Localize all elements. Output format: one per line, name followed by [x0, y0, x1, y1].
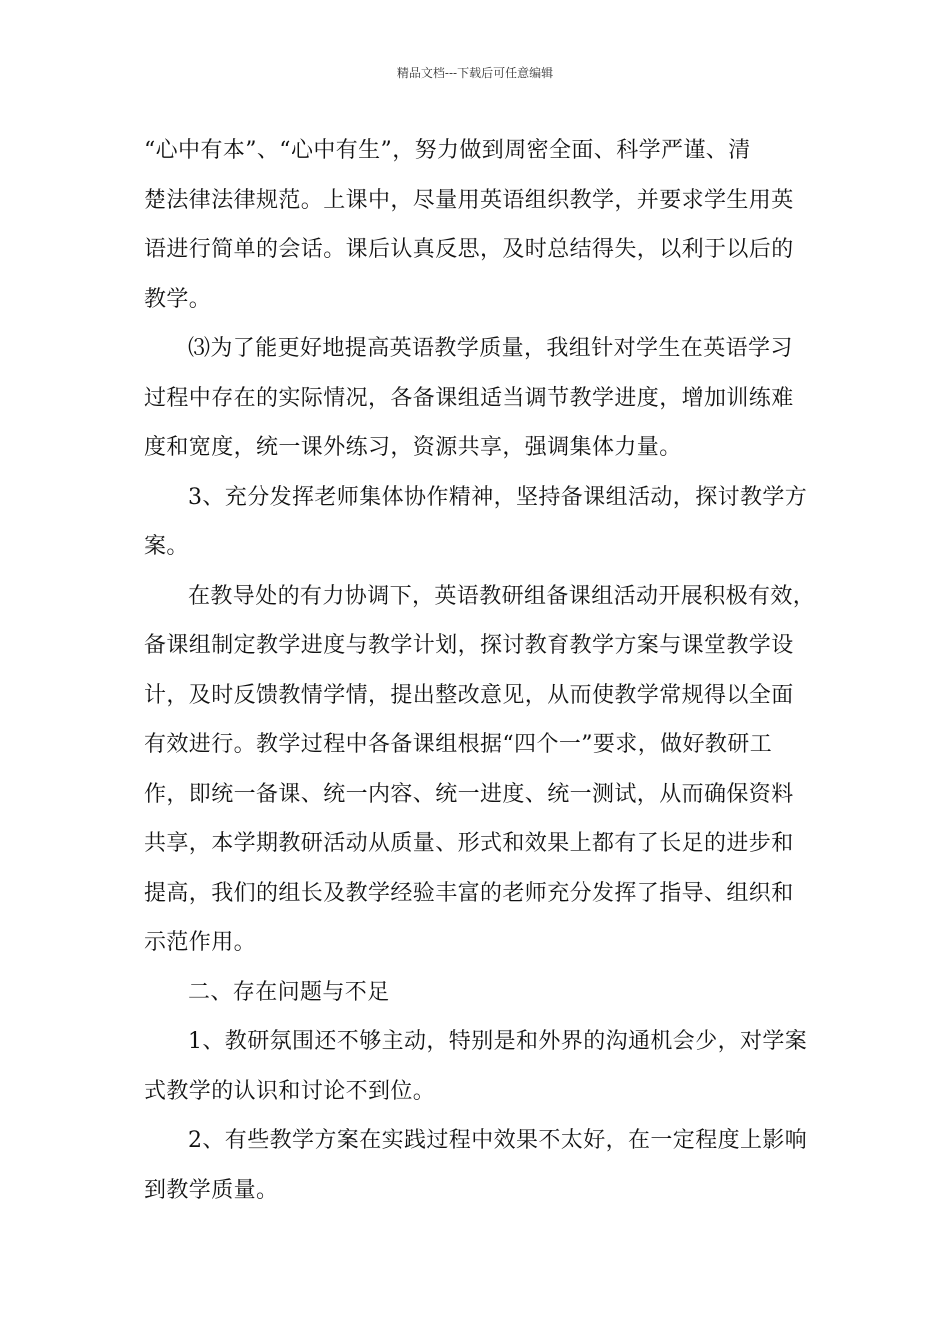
text-line: 备课组制定教学进度与教学计划，探讨教育教学方案与课堂教学设	[144, 633, 794, 658]
text-line: 提高，我们的组长及教学经验丰富的老师充分发挥了指导、组织和	[144, 880, 794, 906]
text-line: 在教导处的有力协调下，英语教研组备课组活动开展积极有效，	[188, 583, 816, 609]
text-line: 示范作用。	[144, 930, 257, 955]
text-line: 过程中存在的实际情况，各备课组适当调节教学进度，增加训练难	[144, 385, 794, 411]
text-line: 式教学的认识和讨论不到位。	[144, 1078, 436, 1104]
text-line: 2、有些教学方案在实践过程中效果不太好，在一定程度上影响	[188, 1128, 808, 1153]
text-line: 楚法律法律规范。上课中，尽量用英语组织教学，并要求学生用英	[144, 187, 794, 213]
text-line: “心中有本”、“心中有生”，努力做到周密全面、科学严谨、清	[144, 138, 751, 163]
page-header: 精品文档---下载后可任意编辑	[396, 66, 554, 80]
text-line: 1、教研氛围还不够主动，特别是和外界的沟通机会少，对学案	[188, 1029, 808, 1054]
text-line: 案。	[144, 534, 189, 559]
section-heading: 二、存在问题与不足	[188, 979, 390, 1005]
text-line: 共享，本学期教研活动从质量、形式和效果上都有了长足的进步和	[144, 831, 794, 856]
text-line: 有效进行。教学过程中各备课组根据“四个一”要求，做好教研工	[144, 732, 773, 757]
text-line: ⑶为了能更好地提高英语教学质量，我组针对学生在英语学习	[188, 336, 793, 361]
text-line: 度和宽度，统一课外练习，资源共享，强调集体力量。	[144, 435, 682, 460]
text-line: 计，及时反馈教情学情，提出整改意见，从而使教学常规得以全面	[144, 682, 794, 708]
text-line: 到教学质量。	[144, 1177, 279, 1203]
text-line: 语进行简单的会话。课后认真反思，及时总结得失，以利于以后的	[144, 237, 794, 262]
document-body	[144, 126, 824, 1215]
text-line: 3、充分发挥老师集体协作精神，坚持备课组活动，探讨教学方	[188, 484, 808, 510]
text-line: 作，即统一备课、统一内容、统一进度、统一测试，从而确保资料	[144, 781, 794, 807]
text-line: 教学。	[144, 286, 212, 312]
